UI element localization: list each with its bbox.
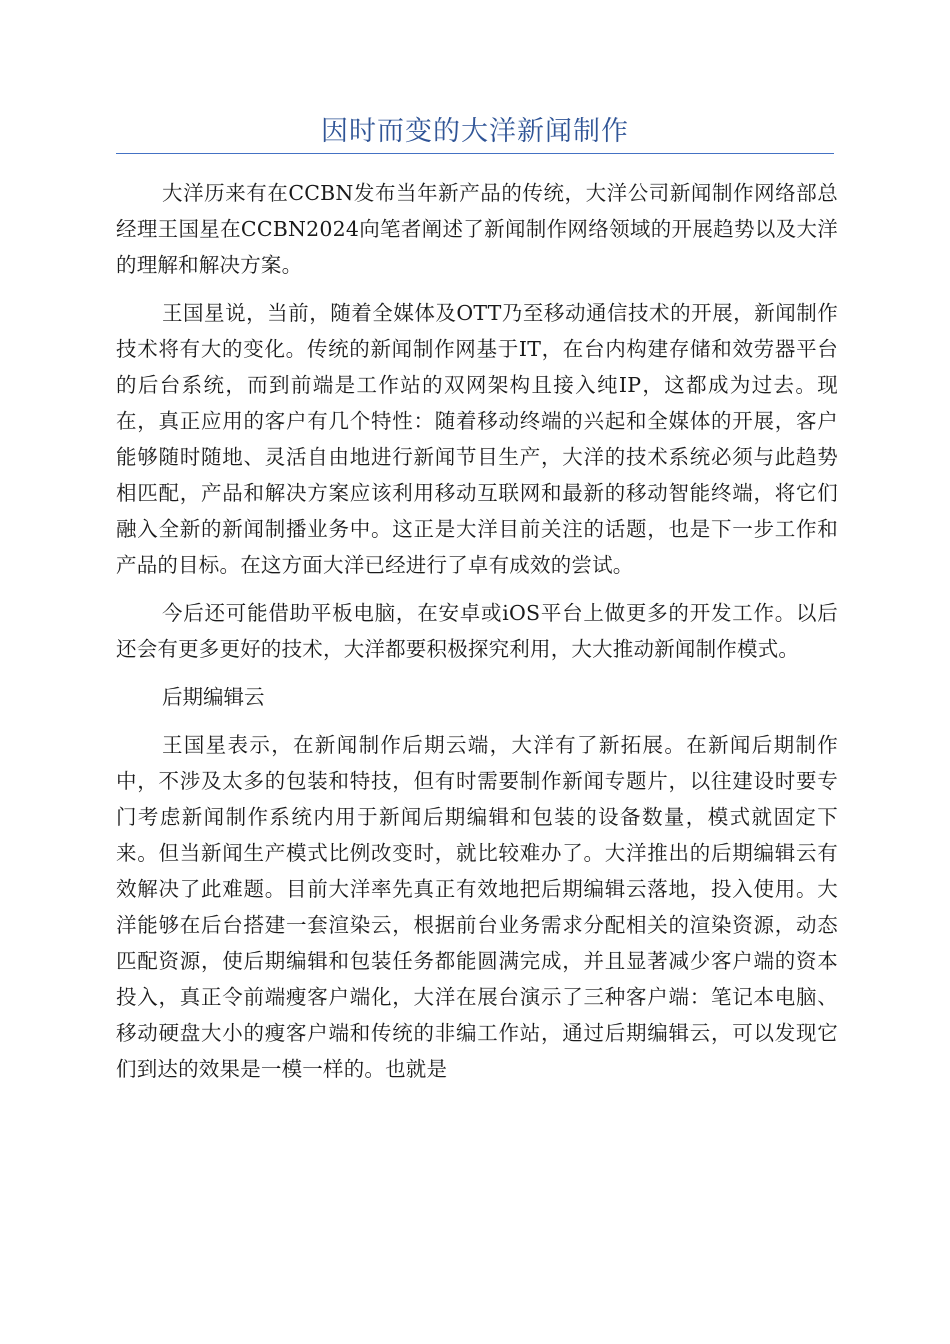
paragraph-2: 王国星说，当前，随着全媒体及OTT乃至移动通信技术的开展，新闻制作技术将有大的变化。传统的新闻制作网基于IT，在台内构建存储和效劳器平台的后台系统，而到前端是工作站的双网架构且接入纯IP，这都成为过去。现在，真正应用的客户有几个特性：随着移动终端的兴起和全媒体的开展，客户能够随时随地、灵活自由地进行新闻节目生产，大洋的技术系统必须与此趋势相匹配，产品和解决方案应该利用移动互联网和最新的移动智能终端，将它们融入全新的新闻制播业务中。这正是大洋目前关注的话题，也是下一步工作和产品的目标。在这方面大洋已经进行了卓有成效的尝试。 xyxy=(116,301,838,577)
paragraph-1: 大洋历来有在CCBN发布当年新产品的传统，大洋公司新闻制作网络部总经理王国星在CCBN2024向笔者阐述了新闻制作网络领域的开展趋势以及大洋的理解和解决方案。 xyxy=(116,181,838,277)
paragraph-3: 今后还可能借助平板电脑，在安卓或iOS平台上做更多的开发工作。以后还会有更多更好的技术，大洋都要积极探究利用，大大推动新闻制作模式。 xyxy=(116,601,838,661)
paragraph-4: 王国星表示，在新闻制作后期云端，大洋有了新拓展。在新闻后期制作中，不涉及太多的包装和特技，但有时需要制作新闻专题片，以往建设时要专门考虑新闻制作系统内用于新闻后期编辑和包装的设备数量，模式就固定下来。但当新闻生产模式比例改变时，就比较难办了。大洋推出的后期编辑云有效解决了此难题。目前大洋率先真正有效地把后期编辑云落地，投入使用。大洋能够在后台搭建一套渲染云，根据前台业务需求分配相关的渲染资源，动态匹配资源，使后期编辑和包装任务都能圆满完成，并且显著减少客户端的资本投入，真正令前端瘦客户端化，大洋在展台演示了三种客户端：笔记本电脑、移动硬盘大小的瘦客户端和传统的非编工作站，通过后期编辑云，可以发现它们到达的效果是一模一样的。也就是 xyxy=(116,733,838,1081)
document-body xyxy=(116,175,838,1099)
section-subheading: 后期编辑云 xyxy=(162,685,265,709)
title-underline xyxy=(116,153,834,154)
document-title: 因时而变的大洋新闻制作 xyxy=(321,116,629,147)
